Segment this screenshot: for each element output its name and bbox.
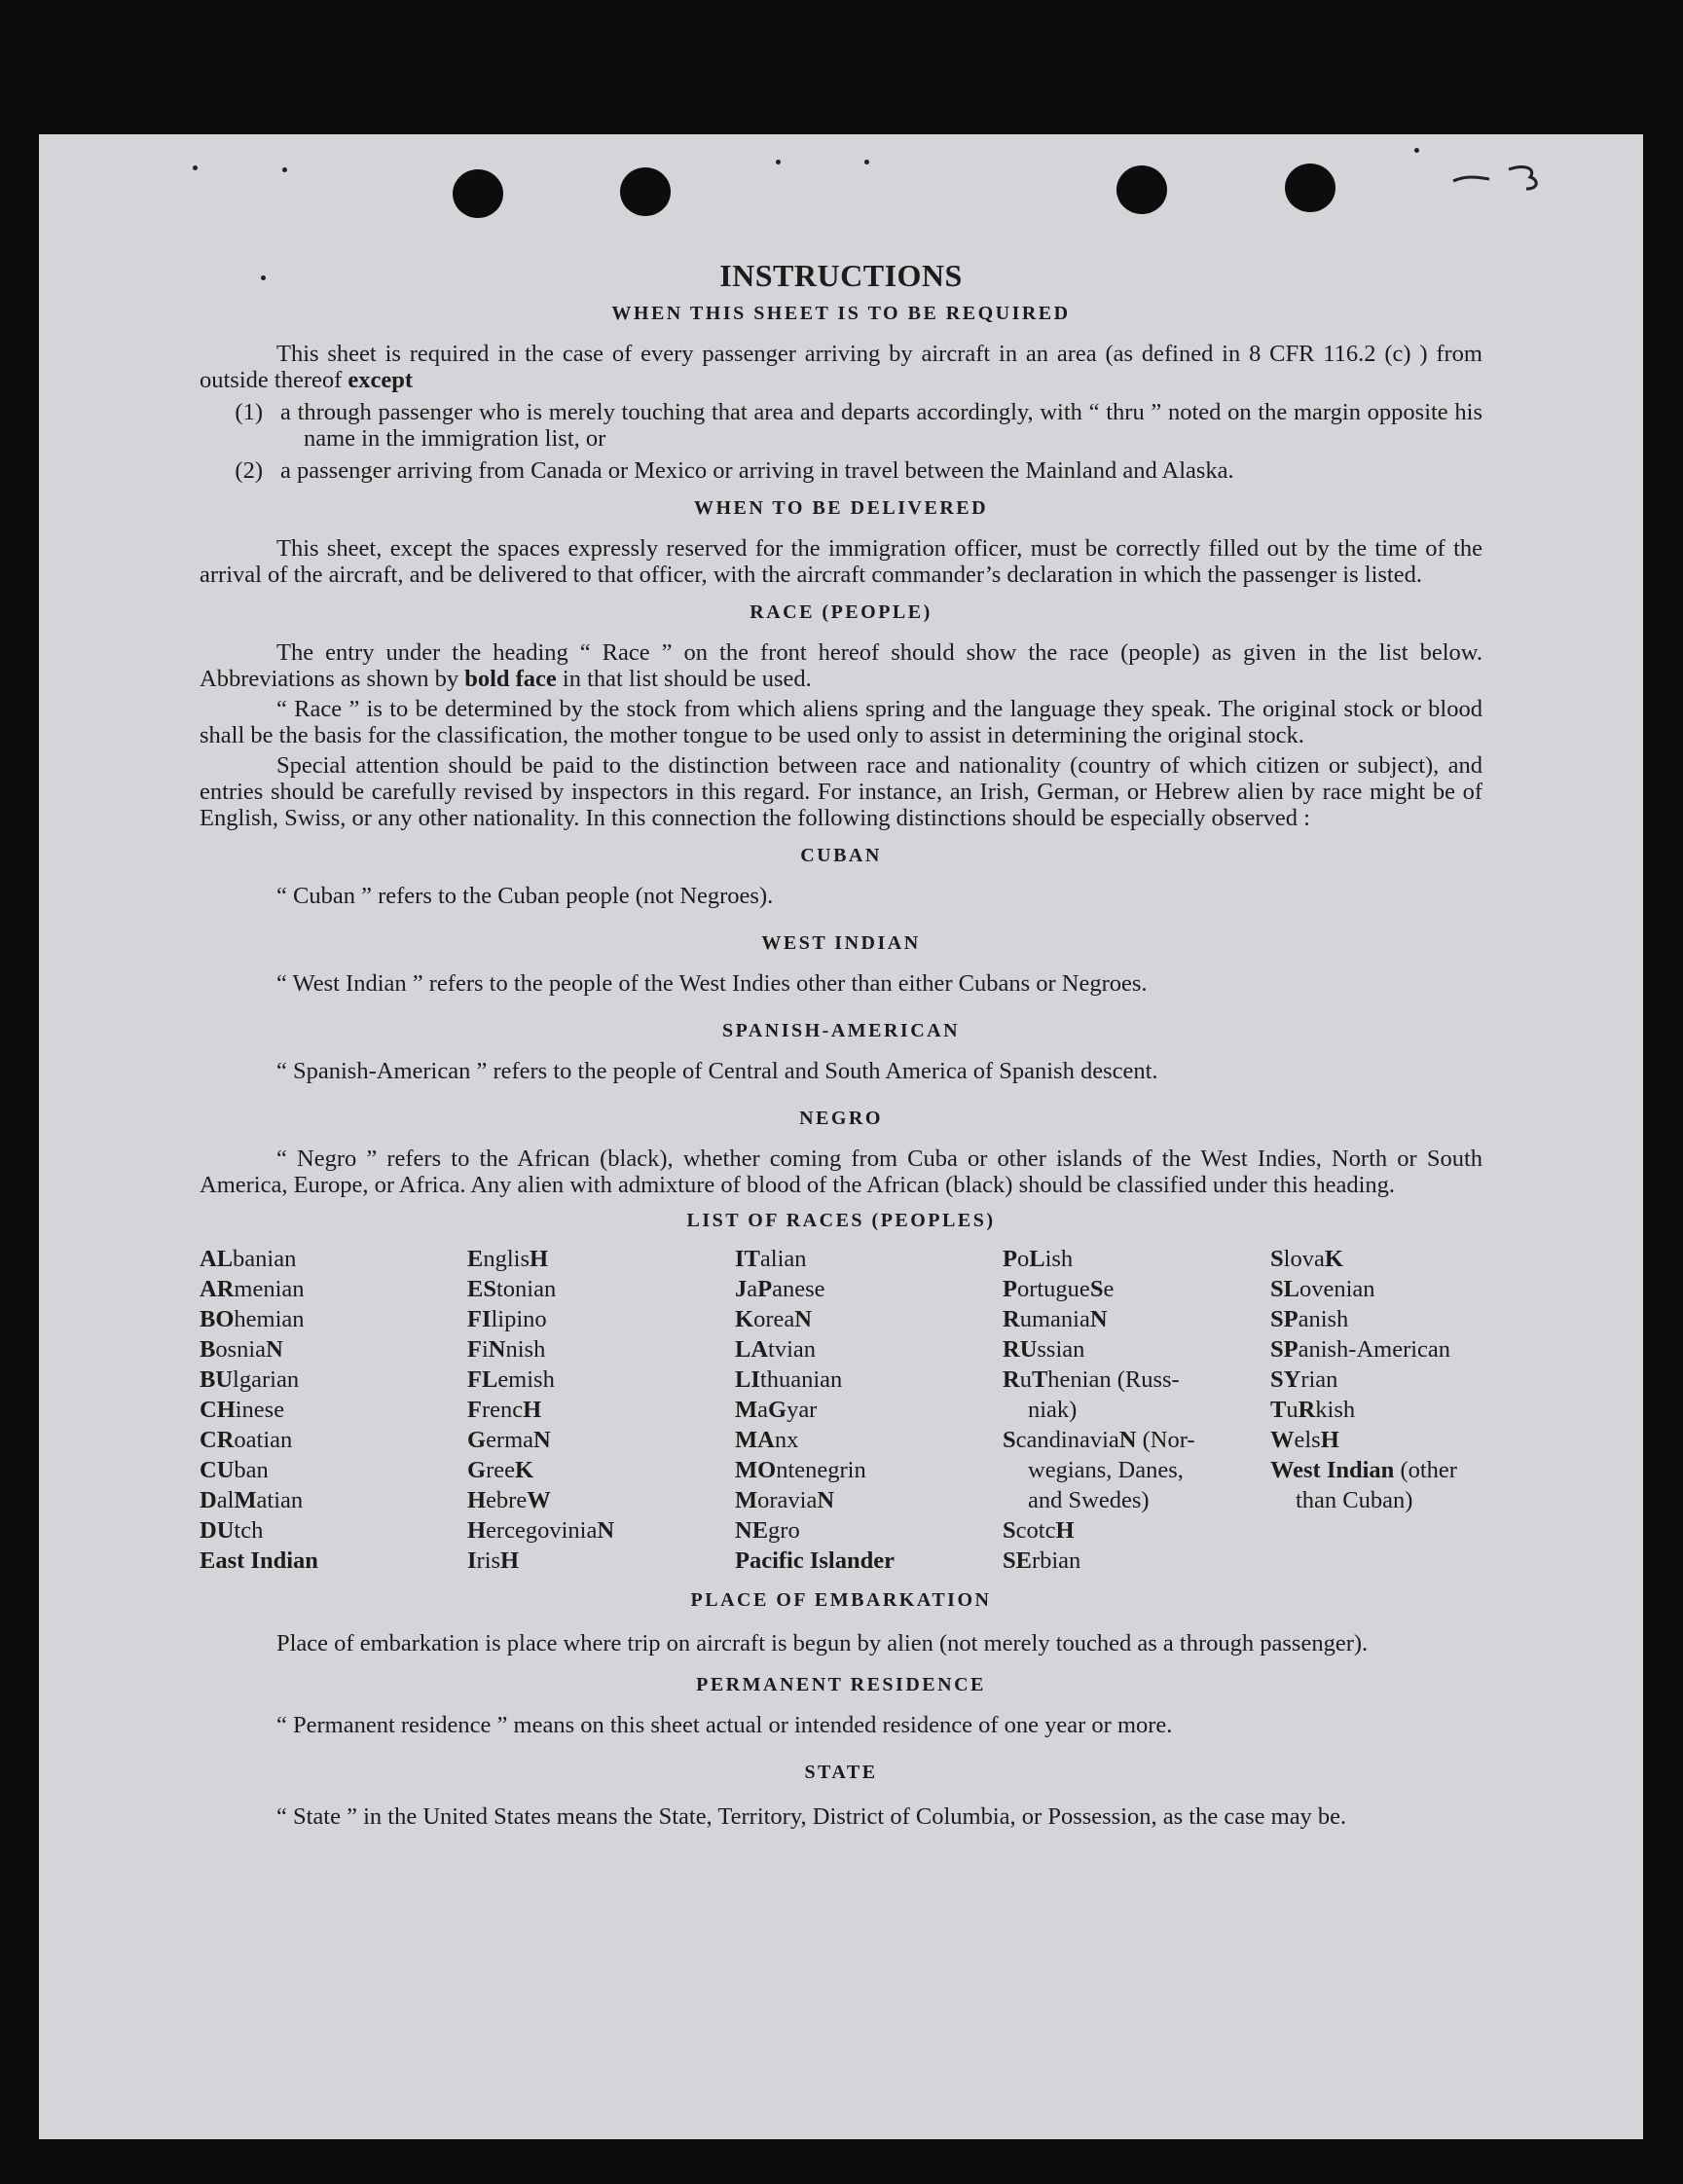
section-heading-race: RACE (PEOPLE) [750, 601, 933, 623]
item-number: (2) [235, 457, 263, 484]
race-entry: IrisH [467, 1547, 520, 1574]
embarkation-text: Place of embarkation is place where trip on aircraft is begun by alien (not merely touched as a through passenger). [276, 1630, 1369, 1656]
race-entry: ARmenian [200, 1276, 305, 1302]
race-entry: WelsH [1270, 1427, 1339, 1453]
speck [282, 167, 287, 172]
punch-hole [620, 167, 671, 216]
race-entry: CUban [200, 1457, 269, 1483]
punch-hole [453, 169, 503, 218]
speck [193, 165, 198, 170]
west-indian-text: “ West Indian ” refers to the people of the West Indies other than either Cubans or Negroes. [276, 970, 1148, 997]
item-text: a passenger arriving from Canada or Mexico or arriving in travel between the Mainland and Alaska. [280, 457, 1234, 484]
race-entry: than Cuban) [1296, 1487, 1413, 1513]
race-entry: HercegoviniaN [467, 1517, 615, 1544]
race-entry: niak) [1028, 1397, 1078, 1423]
race-entry: RuThenian (Russ- [1003, 1366, 1180, 1393]
race-entry: SErbian [1003, 1547, 1081, 1574]
race-entry: JaPanese [735, 1276, 825, 1302]
race-entry: BUlgarian [200, 1366, 300, 1393]
section-heading-required: WHEN THIS SHEET IS TO BE REQUIRED [611, 303, 1071, 324]
cuban-text: “ Cuban ” refers to the Cuban people (not Negroes). [276, 883, 774, 909]
race-entry: PortugueSe [1003, 1276, 1115, 1302]
race-entry: DUtch [200, 1517, 264, 1544]
delivered-text: This sheet, except the spaces expressly reserved for the immigration officer, must be correctly filled out by the time of the arrival of the aircraft, and be delivered to that officer, with the aircraft commander’s declaration in which the passenger is listed. [200, 535, 1482, 588]
section-heading-cuban: CUBAN [800, 845, 882, 866]
race-paragraph-3: Special attention should be paid to the distinction between race and nationality (country of which citizen or subject), and entries should be carefully revised by inspectors in this regard. For instance, an Irish, German, or Hebrew alien by race might be of English, Swiss, or any other nationality. In this connection the following distinctions should be especially observed : [200, 752, 1482, 831]
section-heading-state: STATE [804, 1762, 878, 1783]
section-heading-races-list: LIST OF RACES (PEOPLES) [686, 1210, 996, 1231]
race-entry: LIthuanian [735, 1366, 843, 1393]
punch-hole [1116, 165, 1167, 214]
race-entry: East Indian [200, 1547, 318, 1574]
section-heading-delivered: WHEN TO BE DELIVERED [693, 497, 989, 519]
race-entry: RumaniaN [1003, 1306, 1108, 1332]
race-entry: HebreW [467, 1487, 551, 1513]
race-entry: EStonian [467, 1276, 557, 1302]
race-entry: BOhemian [200, 1306, 305, 1332]
race-entry: and Swedes) [1028, 1487, 1150, 1513]
race-entry: SPanish-American [1270, 1336, 1451, 1363]
race-entry: PoLish [1003, 1246, 1074, 1272]
race-entry: RUssian [1003, 1336, 1085, 1363]
race-entry: SYrian [1270, 1366, 1338, 1393]
section-heading-residence: PERMANENT RESIDENCE [696, 1674, 986, 1695]
race-paragraph-2: “ Race ” is to be determined by the stock from which aliens spring and the language they speak. The original stock or blood shall be the basis for the classification, the mother tongue to be used only to assist in determining the original stock. [200, 696, 1482, 748]
page-title: INSTRUCTIONS [719, 258, 963, 293]
race-entry: FLemish [467, 1366, 555, 1393]
race-entry: ALbanian [200, 1246, 297, 1272]
race-entry: KoreaN [735, 1306, 812, 1332]
race-entry: FiNnish [467, 1336, 546, 1363]
race-paragraph-1: The entry under the heading “ Race ” on the front hereof should show the race (people) as given in the list below. Abbreviations as shown by bold face in that list should be used. [200, 639, 1482, 692]
race-entry: ScandinaviaN (Nor- [1003, 1427, 1195, 1453]
exception-item-1 [200, 399, 1482, 452]
race-entry: FIlipino [467, 1306, 547, 1332]
item-text: a through passenger who is merely touching that area and departs accordingly, with “ thru ” noted on the margin opposite his name in the immigration list, or [280, 399, 1482, 452]
race-entry: SPanish [1270, 1306, 1349, 1332]
race-entry: CHinese [200, 1397, 285, 1423]
speck [776, 160, 781, 164]
handwritten-mark [1448, 156, 1555, 195]
spanish-american-text: “ Spanish-American ” refers to the people of Central and South America of Spanish descent. [276, 1058, 1158, 1084]
race-entry: SlovaK [1270, 1246, 1343, 1272]
races-column [735, 1244, 1003, 1576]
race-entry: CRoatian [200, 1427, 293, 1453]
race-entry: DalMatian [200, 1487, 304, 1513]
speck [864, 160, 869, 164]
race-entry: ITalian [735, 1246, 807, 1272]
section-heading-negro: NEGRO [799, 1108, 883, 1129]
state-text: “ State ” in the United States means the State, Territory, District of Columbia, or Possession, as the case may be. [276, 1803, 1347, 1830]
section-heading-west-indian: WEST INDIAN [761, 932, 921, 954]
race-entry: FrencH [467, 1397, 542, 1423]
race-entry: NEgro [735, 1517, 800, 1544]
races-column [200, 1244, 467, 1576]
races-column [1270, 1244, 1482, 1576]
race-entry: GreeK [467, 1457, 534, 1483]
race-entry: MaGyar [735, 1397, 818, 1423]
race-entry: Pacific Islander [735, 1547, 895, 1574]
race-entry: wegians, Danes, [1028, 1457, 1184, 1483]
race-entry: LAtvian [735, 1336, 817, 1363]
races-list [200, 1244, 1482, 1576]
race-entry: GermaN [467, 1427, 551, 1453]
race-entry: MoraviaN [735, 1487, 835, 1513]
section-heading-embarkation: PLACE OF EMBARKATION [690, 1589, 992, 1611]
race-entry: SLovenian [1270, 1276, 1375, 1302]
instructions-content [200, 258, 1482, 1835]
race-entry: MAnx [735, 1427, 799, 1453]
required-intro: This sheet is required in the case of every passenger arriving by aircraft in an area (as defined in 8 CFR 116.2 (c) ) from outside thereof except [200, 341, 1482, 393]
speck [1414, 148, 1419, 153]
item-number: (1) [235, 399, 263, 425]
section-heading-spanish-american: SPANISH-AMERICAN [721, 1020, 961, 1041]
punch-hole [1285, 164, 1335, 212]
race-entry: TuRkish [1270, 1397, 1356, 1423]
race-entry: MOntenegrin [735, 1457, 866, 1483]
race-entry: ScotcH [1003, 1517, 1075, 1544]
document-sheet [39, 134, 1643, 2139]
exception-item-2 [200, 457, 1482, 484]
race-entry: BosniaN [200, 1336, 283, 1363]
races-column [467, 1244, 735, 1576]
race-entry: West Indian (other [1270, 1457, 1457, 1483]
residence-text: “ Permanent residence ” means on this sheet actual or intended residence of one year or more. [276, 1712, 1173, 1738]
negro-text: “ Negro ” refers to the African (black), whether coming from Cuba or other islands of the West Indies, North or South America, Europe, or Africa. Any alien with admixture of blood of the African (black) should be classified under this heading. [200, 1146, 1482, 1198]
race-entry: EnglisH [467, 1246, 549, 1272]
races-column [1003, 1244, 1270, 1576]
